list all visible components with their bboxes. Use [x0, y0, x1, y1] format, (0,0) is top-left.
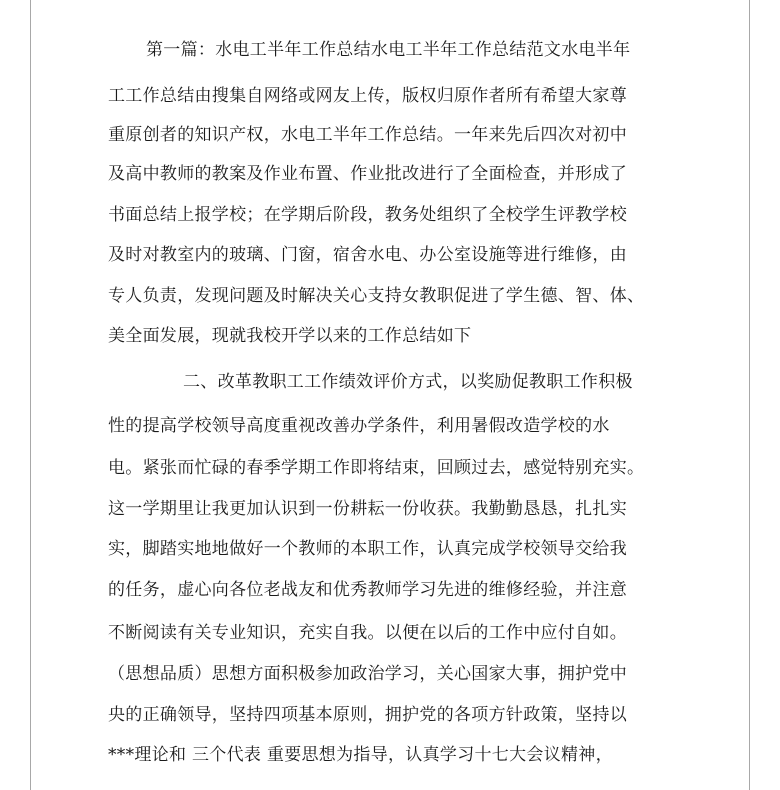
body-text-line: 二、改革教职工工作绩效评价方式，以奖励促教职工作积极: [183, 372, 633, 392]
body-text-line: 书面总结上报学校；在学期后阶段，教务处组织了全校学生评教学校: [108, 205, 627, 225]
body-text-line: 性的提高学校领导高度重视改善办学条件，利用暑假改造学校的水: [108, 416, 610, 436]
body-text-line: 不断阅读有关专业知识，充实自我。以便在以后的工作中应付自如。: [108, 623, 627, 643]
body-text-line: 这一学期里让我更加认识到一份耕耘一份收获。我勤勤恳恳，扎扎实: [108, 499, 627, 519]
body-text-line: 及高中教师的教案及作业布置、作业批改进行了全面检查，并形成了: [108, 164, 627, 184]
body-text-line: ***理论和 三个代表 重要思想为指导，认真学习十七大会议精神，: [108, 745, 613, 765]
body-text-line: 及时对教室内的玻璃、门窗，宿舍水电、办公室设施等进行维修，由: [108, 245, 627, 265]
body-text-line: 的任务，虚心向各位老战友和优秀教师学习先进的维修经验，并注意: [108, 580, 627, 600]
body-text-line: 第一篇：水电工半年工作总结水电工半年工作总结范文水电半年: [146, 40, 631, 60]
body-text-line: 美全面发展，现就我校开学以来的工作总结如下: [108, 326, 472, 346]
body-text-line: 专人负责，发现问题及时解决关心支持女教职促进了学生德、智、体、: [108, 286, 645, 306]
body-text-line: 重原创者的知识产权，水电工半年工作总结。一年来先后四次对初中: [108, 125, 627, 145]
body-text-line: 央的正确领导，坚持四项基本原则，拥护党的各项方针政策，坚持以: [108, 705, 627, 725]
body-text-line: 工工作总结由搜集自网络或网友上传，版权归原作者所有希望大家尊: [108, 86, 627, 106]
body-text-line: 实，脚踏实地地做好一个教师的本职工作，认真完成学校领导交给我: [108, 539, 627, 559]
body-text-line: （思想品质）思想方面积极参加政治学习，关心国家大事，拥护党中: [108, 664, 627, 684]
body-text-line: 电。紧张而忙碌的春季学期工作即将结束，回顾过去，感觉特别充实。: [108, 458, 645, 478]
